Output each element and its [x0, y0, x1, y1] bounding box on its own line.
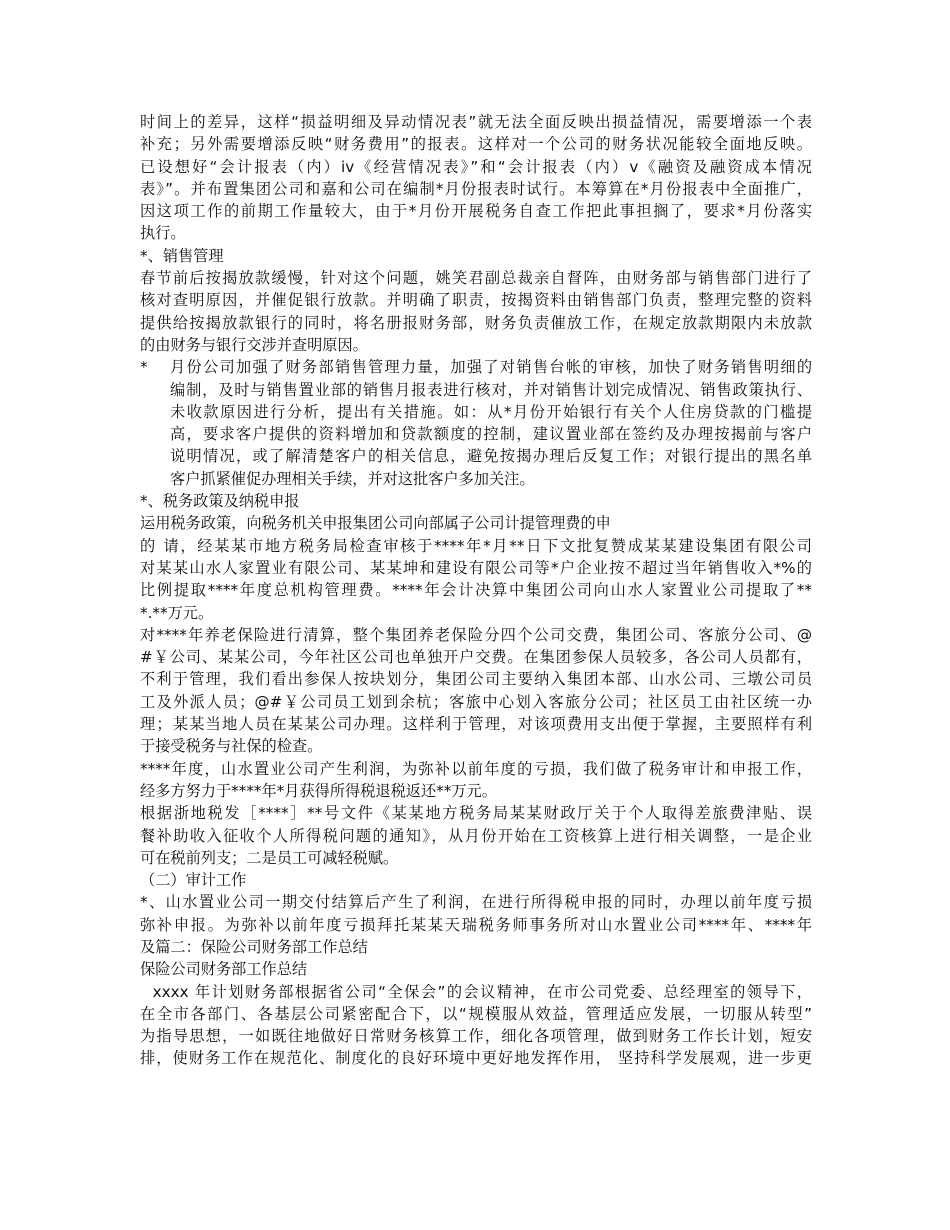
- bullet-marker: *: [140, 358, 148, 377]
- text-line: 排，使财务工作在规范化、制度化的良好环境中更好地发挥作用， 坚持科学发展观，进一步更: [140, 1049, 812, 1068]
- text-line: *、山水置业公司一期交付结算后产生了利润，在进行所得税申报的同时，办理以前年度亏损: [140, 893, 812, 912]
- text-line: 对某某山水人家置业有限公司、某某坤和建设有限公司等*户企业按不超过当年销售收入*%的: [140, 558, 812, 577]
- section-heading: *、销售管理: [140, 246, 224, 265]
- text-line: 于接受税务与社保的检查。: [140, 737, 323, 756]
- text-line: 客户抓紧催促办理相关手续，并对这批客户多加关注。: [170, 469, 535, 488]
- text-line: 补充；另外需要增添反映“财务费用”的报表。这样对一个公司的财务状况能较全面地反映。: [140, 135, 812, 154]
- text-line: 未收款原因进行分析，提出有关措施。如：从*月份开始银行有关个人住房贷款的门槛提: [170, 402, 812, 421]
- text-line: 编制，及时与销售置业部的销售月报表进行核对，并对销售计划完成情况、销售政策执行、: [170, 380, 812, 399]
- text-line: 时间上的差异，这样“损益明细及异动情况表”就无法全面反映出损益情况，需要增添一个表: [140, 113, 812, 131]
- text-line: 月份公司加强了财务部销售管理力量，加强了对销售台帐的审核，加快了财务销售明细的: [170, 358, 812, 377]
- text-line: 及篇二：保险公司财务部工作总结: [140, 937, 368, 956]
- text-line: 经多方努力于****年*月获得所得税退税返还**万元。: [140, 781, 497, 800]
- section-heading: *、税务政策及纳税申报: [140, 492, 300, 511]
- text-line: #￥公司、某某公司，今年社区公司也单独开户交费。在集团参保人员较多，各公司人员都有，: [140, 648, 812, 667]
- text-line: 表》”。并布置集团公司和嘉和公司在编制*月份报表时试行。本筹算在*月份报表中全面推广，: [140, 179, 812, 198]
- bullet-paragraph: [140, 356, 812, 490]
- text-line: 工及外派人员；@#￥公司员工划到余杭；客旅中心划入客旅分公司；社区员工由社区统一办: [140, 692, 812, 711]
- text-line: 对****年养老保险进行清算，整个集团养老保险分四个公司交费，集团公司、客旅分公司、@: [140, 625, 812, 644]
- text-line: 核对查明原因，并催促银行放款。并明确了职责，按揭资料由销售部门负责，整理完整的资料: [140, 291, 812, 310]
- text-line: 提供给按揭放款银行的同时，将名册报财务部，财务负责催放工作，在规定放款期限内未放款: [140, 313, 812, 332]
- text-line: 餐补助收入征收个人所得税问题的通知》，从月份开始在工资核算上进行相关调整，一是企业: [140, 826, 812, 845]
- text-line: 根据浙地税发［****］**号文件《某某地方税务局某某财政厅关于个人取得差旅费津贴、误: [140, 804, 812, 823]
- text-line: 为指导思想，一如既往地做好日常财务核算工作，细化各项管理，做到财务工作长计划，短安: [140, 1027, 812, 1046]
- text-line: 说明情况，或了解清楚客户的相关信息，避免按揭办理后反复工作；对银行提出的黑名单: [170, 447, 812, 466]
- text-line: 因这项工作的前期工作量较大，由于*月份开展税务自查工作把此事担搁了，要求*月份落实: [140, 202, 812, 221]
- text-line: *.**万元。: [140, 603, 214, 622]
- text-line: 已设想好“会计报表（内）iv《经营情况表》”和“会计报表（内）v《融资及融资成本情况: [140, 157, 812, 176]
- text-line: 的由财务与银行交涉并查明原因。: [140, 335, 368, 354]
- text-line: 弥补申报。为弥补以前年度亏损拜托某某天瑞税务师事务所对山水置业公司****年、****年: [140, 915, 812, 934]
- text-line: 不利于管理，我们看出参保人按块划分，集团公司主要纳入集团本部、山水公司、三墩公司员: [140, 670, 812, 689]
- document-title: 保险公司财务部工作总结: [140, 960, 308, 979]
- text-line: 高，要求客户提供的资料增加和贷款额度的控制，建议置业部在签约及办理按揭前与客户: [170, 425, 812, 444]
- text-line: 在全市各部门、各基层公司紧密配合下，以“规模服从效益，管理适应发展，一切服从转型”: [140, 1004, 812, 1023]
- document-page: [140, 111, 812, 1070]
- text-line: ****年度，山水置业公司产生利润，为弥补以前年度的亏损，我们做了税务审计和申报工作，: [140, 759, 812, 778]
- text-line: 理；某某当地人员在某某公司办理。这样利于管理，对该项费用支出便于掌握，主要照样有利: [140, 715, 812, 734]
- text-line: xxxx 年计划财务部根据省公司“全保会”的会议精神，在市公司党委、总经理室的领导下，: [140, 982, 812, 1001]
- text-line: 可在税前列支；二是员工可减轻税赋。: [140, 848, 399, 867]
- section-heading: （二）审计工作: [140, 871, 247, 890]
- text-line: 的 请，经某某市地方税务局检查审核于****年*月**日下文批复赞成某某建设集团有限公司: [140, 536, 812, 555]
- text-line: 春节前后按揭放款缓慢，针对这个问题，姚笑君副总裁亲自督阵，由财务部与销售部门进行了: [140, 269, 812, 288]
- text-line: 执行。: [140, 224, 186, 243]
- text-line: 比例提取****年度总机构管理费。****年会计决算中集团公司向山水人家置业公司提取了**: [140, 581, 812, 600]
- text-line: 运用税务政策，向税务机关申报集团公司向部属子公司计提管理费的申: [140, 514, 611, 533]
